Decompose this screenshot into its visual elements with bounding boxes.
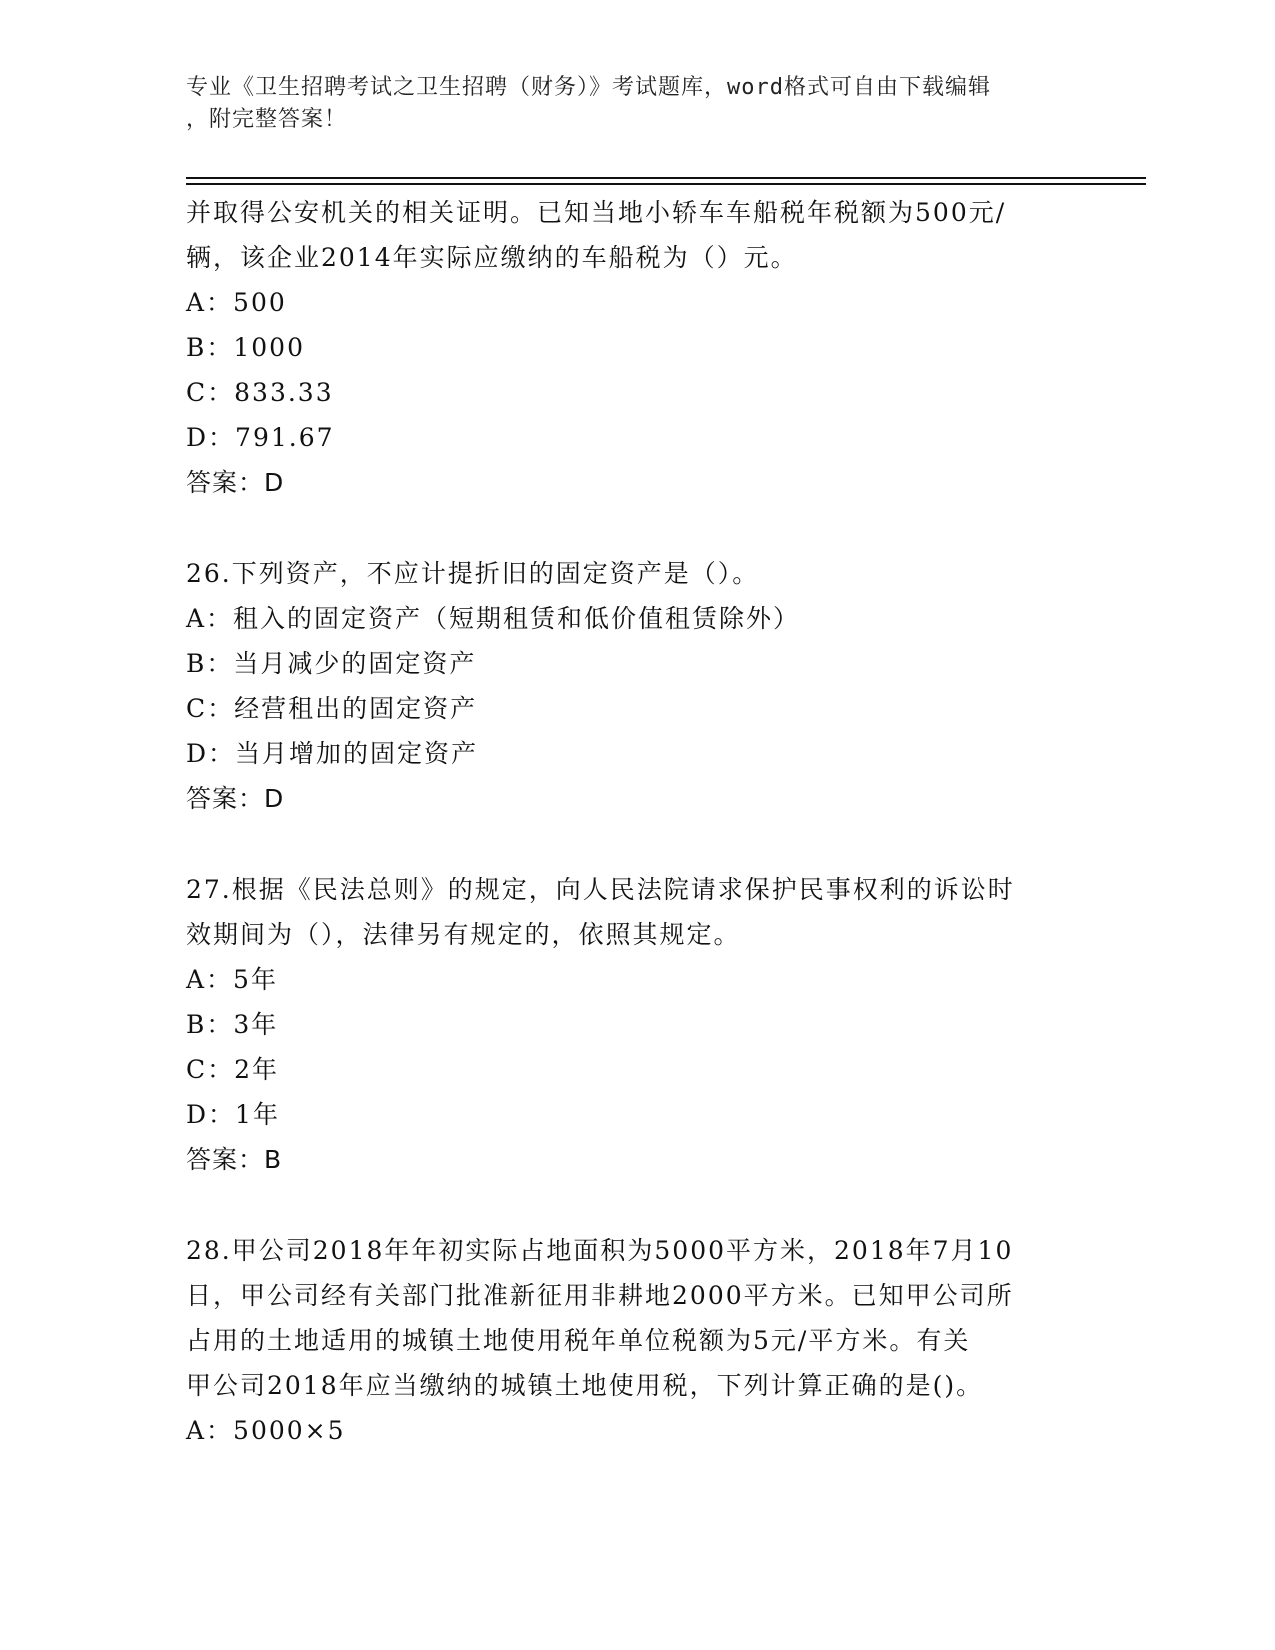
option-b: B：1000 xyxy=(186,333,305,362)
header-rule-top xyxy=(186,177,1146,179)
option-a: A：5年 xyxy=(186,965,278,994)
question-stem-line: 26.下列资产，不应计提折旧的固定资产是（）。 xyxy=(186,559,760,588)
question-stem-line: 效期间为（），法律另有规定的，依照其规定。 xyxy=(186,920,741,949)
option-c: C：2年 xyxy=(186,1055,280,1084)
option-a: A：5000×5 xyxy=(186,1416,346,1445)
option-d: D：791.67 xyxy=(186,423,335,452)
header-line-1: 专业《卫生招聘考试之卫生招聘（财务）》考试题库，word格式可自由下载编辑 xyxy=(186,75,991,100)
option-b: B：当月减少的固定资产 xyxy=(186,649,477,678)
option-a: A：租入的固定资产（短期租赁和低价值租赁除外） xyxy=(186,604,801,633)
option-c: C：经营租出的固定资产 xyxy=(186,694,478,723)
answer-line: 答案：D xyxy=(186,784,285,813)
question-28 xyxy=(186,1228,1086,1453)
option-b: B：3年 xyxy=(186,1010,279,1039)
option-d: D：当月增加的固定资产 xyxy=(186,739,479,768)
header-rule-bottom xyxy=(186,183,1146,185)
question-stem-line: 27.根据《民法总则》的规定，向人民法院请求保护民事权利的诉讼时 xyxy=(186,875,1015,904)
question-stem-line: 日，甲公司经有关部门批准新征用非耕地2000平方米。已知甲公司所 xyxy=(186,1281,1014,1310)
option-a: A：500 xyxy=(186,288,287,317)
question-stem-line: 28.甲公司2018年年初实际占地面积为5000平方米，2018年7月10 xyxy=(186,1236,1014,1265)
question-list xyxy=(186,190,1086,1453)
question-stem-line: 并取得公安机关的相关证明。已知当地小轿车车船税年税额为500元/ xyxy=(186,198,1007,227)
question-25 xyxy=(186,190,1086,505)
question-stem-line: 辆，该企业2014年实际应缴纳的车船税为（）元。 xyxy=(186,243,798,272)
question-26 xyxy=(186,551,1086,821)
option-d: D：1年 xyxy=(186,1100,280,1129)
answer-line: 答案：D xyxy=(186,468,285,497)
header-line-2: ，附完整答案！ xyxy=(186,107,348,132)
question-stem-line: 甲公司2018年应当缴纳的城镇土地使用税，下列计算正确的是()。 xyxy=(186,1371,984,1400)
question-27 xyxy=(186,867,1086,1182)
question-stem-line: 占用的土地适用的城镇土地使用税年单位税额为5元/平方米。有关 xyxy=(186,1326,971,1355)
answer-line: 答案：B xyxy=(186,1145,283,1174)
option-c: C：833.33 xyxy=(186,378,334,407)
document-header xyxy=(186,72,1066,136)
